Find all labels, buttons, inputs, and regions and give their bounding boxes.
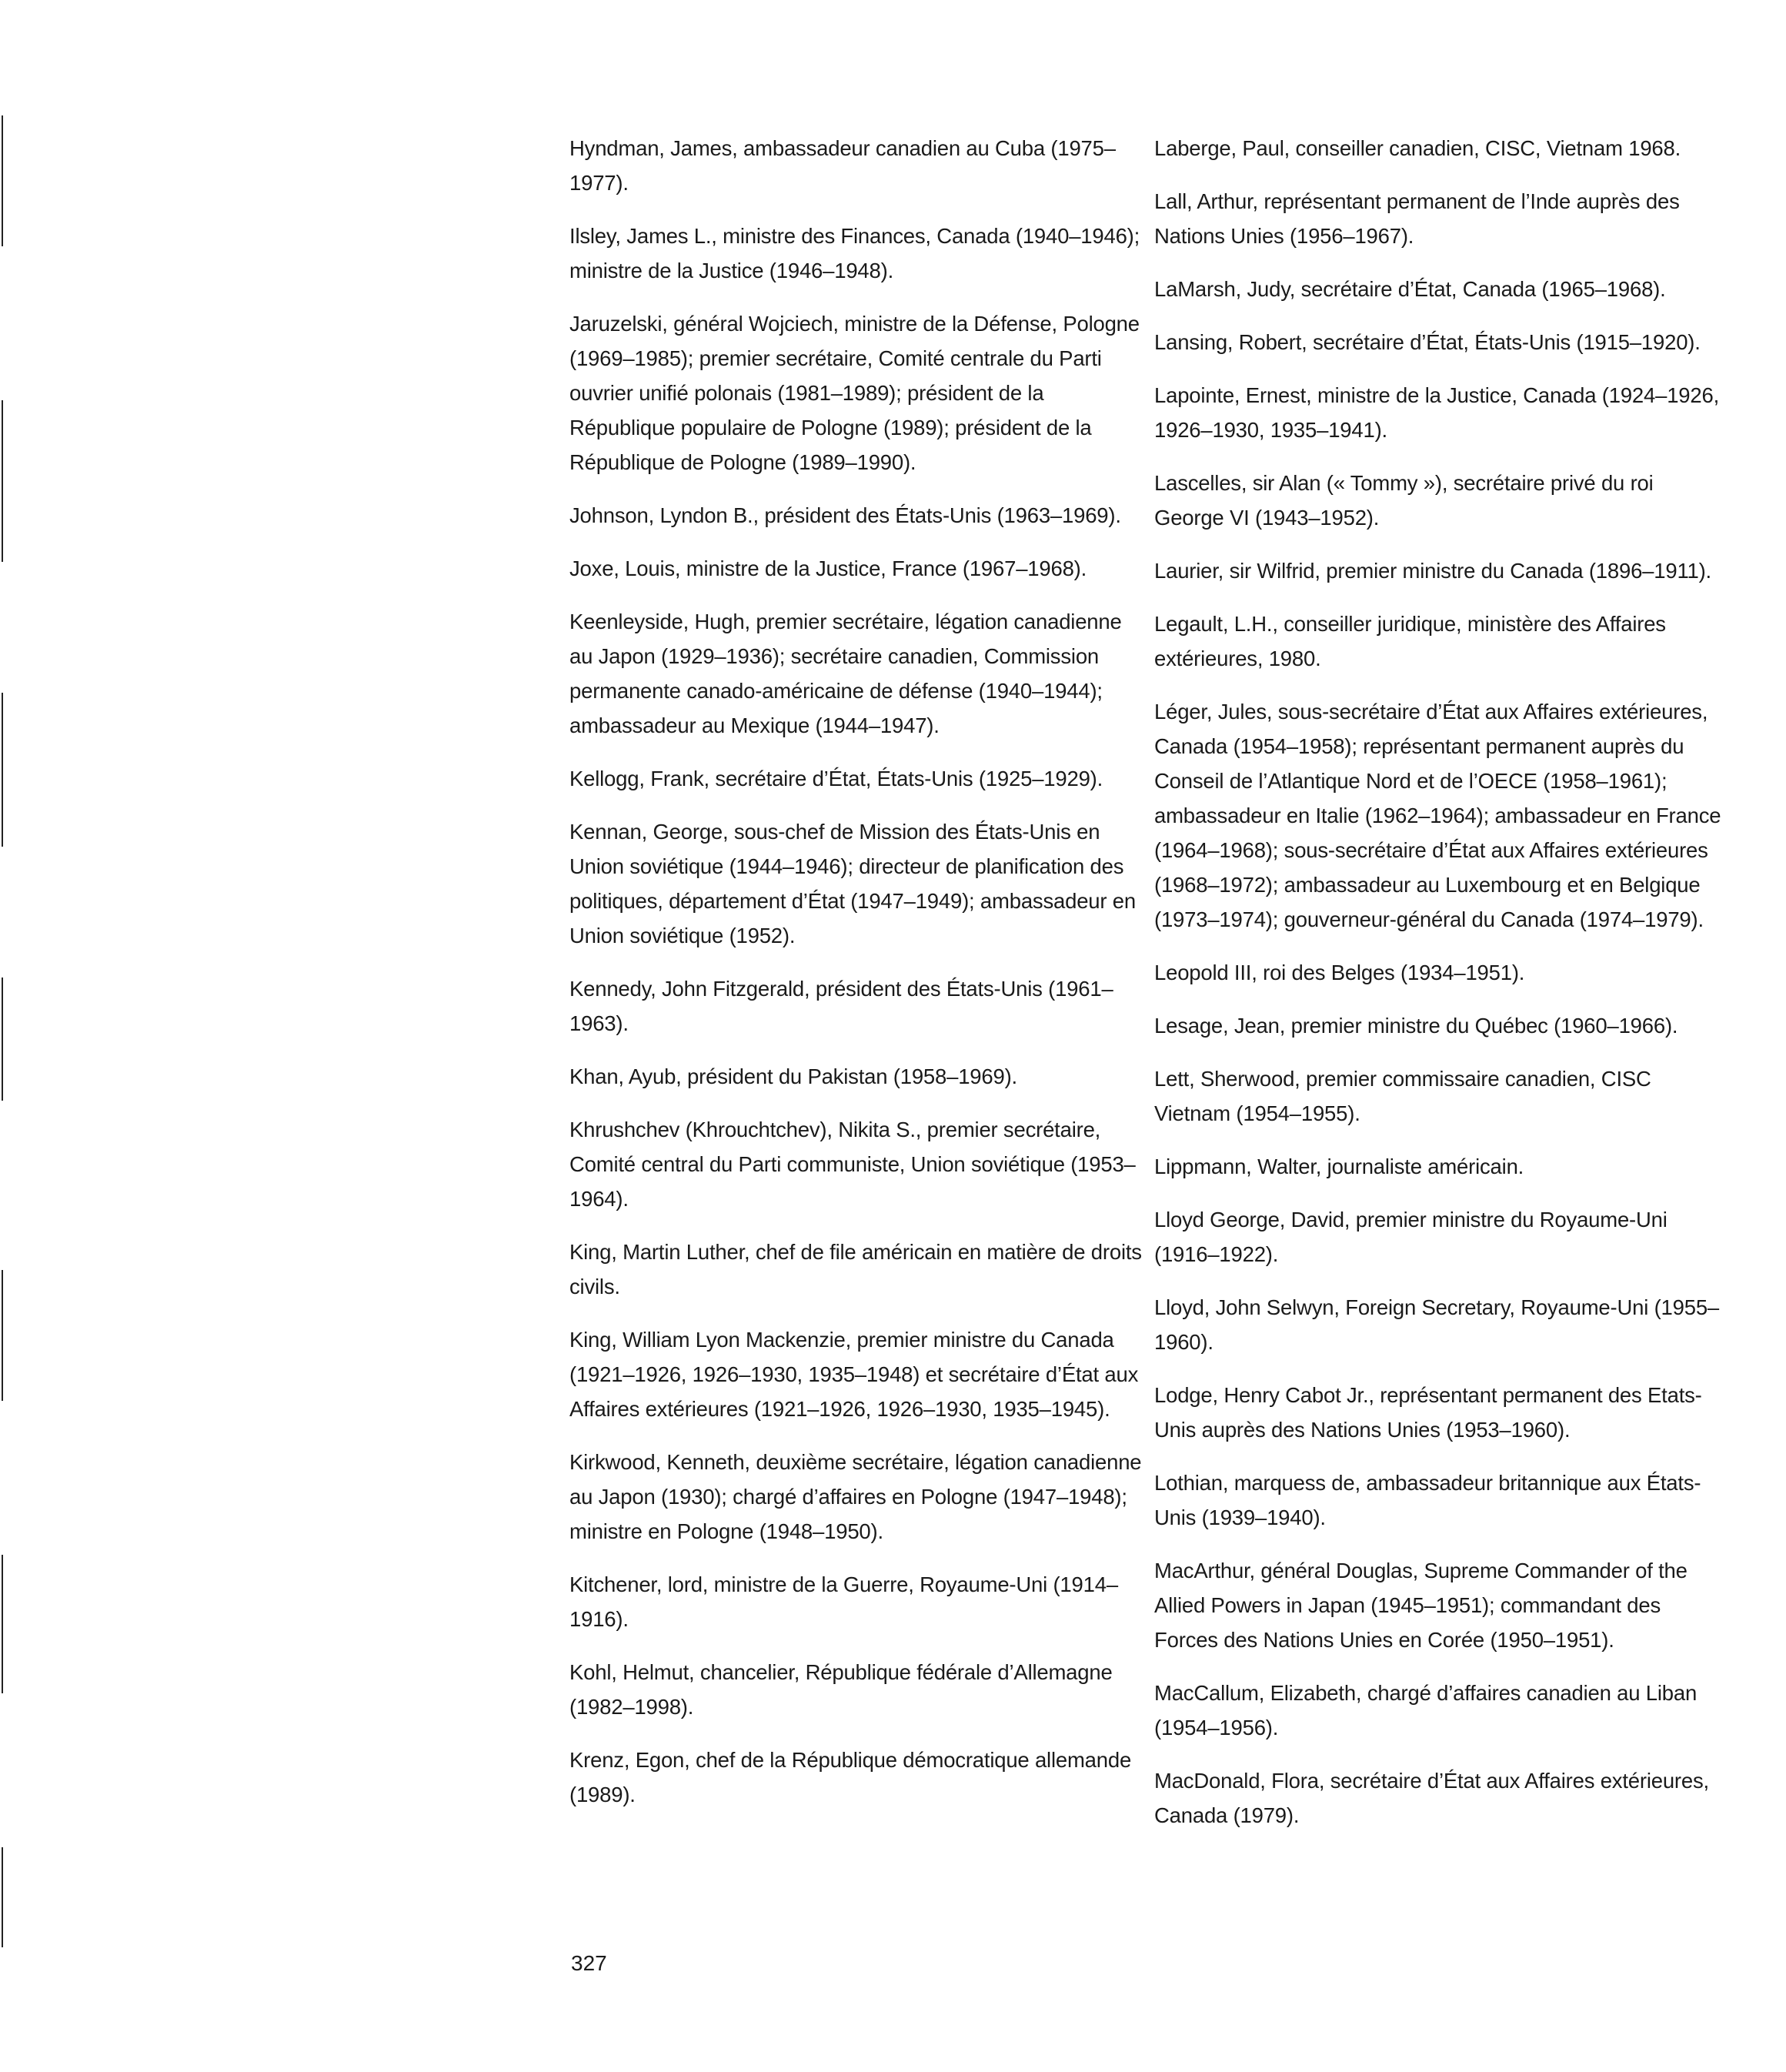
index-entry: Khrushchev (Khrouchtchev), Nikita S., premier secrétaire, Comité central du Parti communiste, Union soviétique (1953–1964). — [569, 1118, 1136, 1211]
index-entry: Kirkwood, Kenneth, deuxième secrétaire, légation canadienne au Japon (1930); chargé d’affaires en Pologne (1947–1948); ministre en Pologne (1948–1950). — [569, 1450, 1142, 1543]
index-entry: Lothian, marquess de, ambassadeur britannique aux États-Unis (1939–1940). — [1154, 1471, 1701, 1529]
index-entry: Khan, Ayub, président du Pakistan (1958–1969). — [569, 1064, 1017, 1088]
index-entry: Joxe, Louis, ministre de la Justice, France (1967–1968). — [569, 556, 1087, 580]
index-entry: Lloyd George, David, premier ministre du Royaume-Uni (1916–1922). — [1154, 1208, 1667, 1266]
index-entry: Lodge, Henry Cabot Jr., représentant permanent des Etats-Unis auprès des Nations Unies (1953–1960). — [1154, 1383, 1702, 1442]
index-entry: Lall, Arthur, représentant permanent de l’Inde auprès des Nations Unies (1956–1967). — [1154, 189, 1680, 248]
index-entry: Lansing, Robert, secrétaire d’État, États-Unis (1915–1920). — [1154, 330, 1701, 354]
index-entry: King, Martin Luther, chef de file américain en matière de droits civils. — [569, 1240, 1142, 1298]
index-entry: Lett, Sherwood, premier commissaire canadien, CISC Vietnam (1954–1955). — [1154, 1067, 1651, 1125]
index-entry: Laberge, Paul, conseiller canadien, CISC, Vietnam 1968. — [1154, 136, 1681, 160]
index-column-right — [1154, 131, 1724, 1851]
index-entry: Lloyd, John Selwyn, Foreign Secretary, Royaume-Uni (1955–1960). — [1154, 1295, 1720, 1354]
index-entry: Lascelles, sir Alan (« Tommy »), secrétaire privé du roi George VI (1943–1952). — [1154, 471, 1654, 530]
index-entry: LaMarsh, Judy, secrétaire d’État, Canada (1965–1968). — [1154, 277, 1666, 301]
scan-edge-mark — [2, 693, 3, 847]
index-entry: Jaruzelski, général Wojciech, ministre de la Défense, Pologne (1969–1985); premier secrétaire, Comité centrale du Parti ouvrier unifié polonais (1981–1989); président de la République populaire de Pologne (1989); président de la République de Pologne (1989–1990). — [569, 312, 1140, 474]
scan-edge-mark — [2, 1847, 3, 1947]
index-entry: Johnson, Lyndon B., président des États-Unis (1963–1969). — [569, 503, 1121, 527]
index-entry: Ilsley, James L., ministre des Finances, Canada (1940–1946); ministre de la Justice (1946–1948). — [569, 224, 1140, 282]
index-entry: Keenleyside, Hugh, premier secrétaire, légation canadienne au Japon (1929–1936); secrétaire canadien, Commission permanente canado-américaine de défense (1940–1944); ambassadeur au Mexique (1944–1947). — [569, 610, 1122, 737]
index-entry: Lesage, Jean, premier ministre du Québec (1960–1966). — [1154, 1014, 1678, 1038]
index-entry: MacCallum, Elizabeth, chargé d’affaires canadien au Liban (1954–1956). — [1154, 1681, 1698, 1739]
index-entry: MacDonald, Flora, secrétaire d’État aux Affaires extérieures, Canada (1979). — [1154, 1769, 1709, 1827]
index-entry: Kennan, George, sous-chef de Mission des États-Unis en Union soviétique (1944–1946); directeur de planification des politiques, département d’État (1947–1949); ambassadeur en Union soviétique (1952). — [569, 820, 1136, 947]
index-entry: Hyndman, James, ambassadeur canadien au Cuba (1975–1977). — [569, 136, 1116, 195]
index-entry: Legault, L.H., conseiller juridique, ministère des Affaires extérieures, 1980. — [1154, 612, 1666, 670]
page-number: 327 — [571, 1951, 607, 1975]
scan-edge-mark — [2, 115, 3, 246]
index-entry: Krenz, Egon, chef de la République démocratique allemande (1989). — [569, 1748, 1132, 1806]
index-entry: King, William Lyon Mackenzie, premier ministre du Canada (1921–1926, 1926–1930, 1935–1948) et secrétaire d’État aux Affaires extérieures (1921–1926, 1926–1930, 1935–1945). — [569, 1328, 1139, 1421]
index-entry: Lippmann, Walter, journaliste américain. — [1154, 1155, 1524, 1178]
scan-edge-mark — [2, 978, 3, 1101]
index-column-left — [569, 131, 1143, 1830]
index-entry: Laurier, sir Wilfrid, premier ministre du Canada (1896–1911). — [1154, 559, 1712, 583]
index-entry: Kennedy, John Fitzgerald, président des États-Unis (1961–1963). — [569, 977, 1113, 1035]
index-entry: Leopold III, roi des Belges (1934–1951). — [1154, 961, 1525, 984]
index-entry: Kohl, Helmut, chancelier, République fédérale d’Allemagne (1982–1998). — [569, 1660, 1113, 1719]
scan-edge-mark — [2, 1270, 3, 1401]
index-entry: Kitchener, lord, ministre de la Guerre, Royaume-Uni (1914–1916). — [569, 1572, 1118, 1631]
index-entry: Léger, Jules, sous-secrétaire d’État aux Affaires extérieures, Canada (1954–1958); représentant permanent auprès du Conseil de l’Atlantique Nord et de l’OECE (1958–1961); ambassadeur en Italie (1962–1964); ambassadeur en France (1964–1968); sous-secrétaire d’État aux Affaires extérieures (1968–1972); ambassadeur au Luxembourg et en Belgique (1973–1974); gouverneur-général du Canada (1974–1979). — [1154, 700, 1721, 931]
index-entry: Lapointe, Ernest, ministre de la Justice, Canada (1924–1926, 1926–1930, 1935–1941). — [1154, 383, 1720, 442]
scan-edge-mark — [2, 400, 3, 562]
scan-edge-mark — [2, 1555, 3, 1693]
index-entry: Kellogg, Frank, secrétaire d’État, États-Unis (1925–1929). — [569, 767, 1103, 790]
index-entry: MacArthur, général Douglas, Supreme Commander of the Allied Powers in Japan (1945–1951); commandant des Forces des Nations Unies en Corée (1950–1951). — [1154, 1559, 1688, 1652]
